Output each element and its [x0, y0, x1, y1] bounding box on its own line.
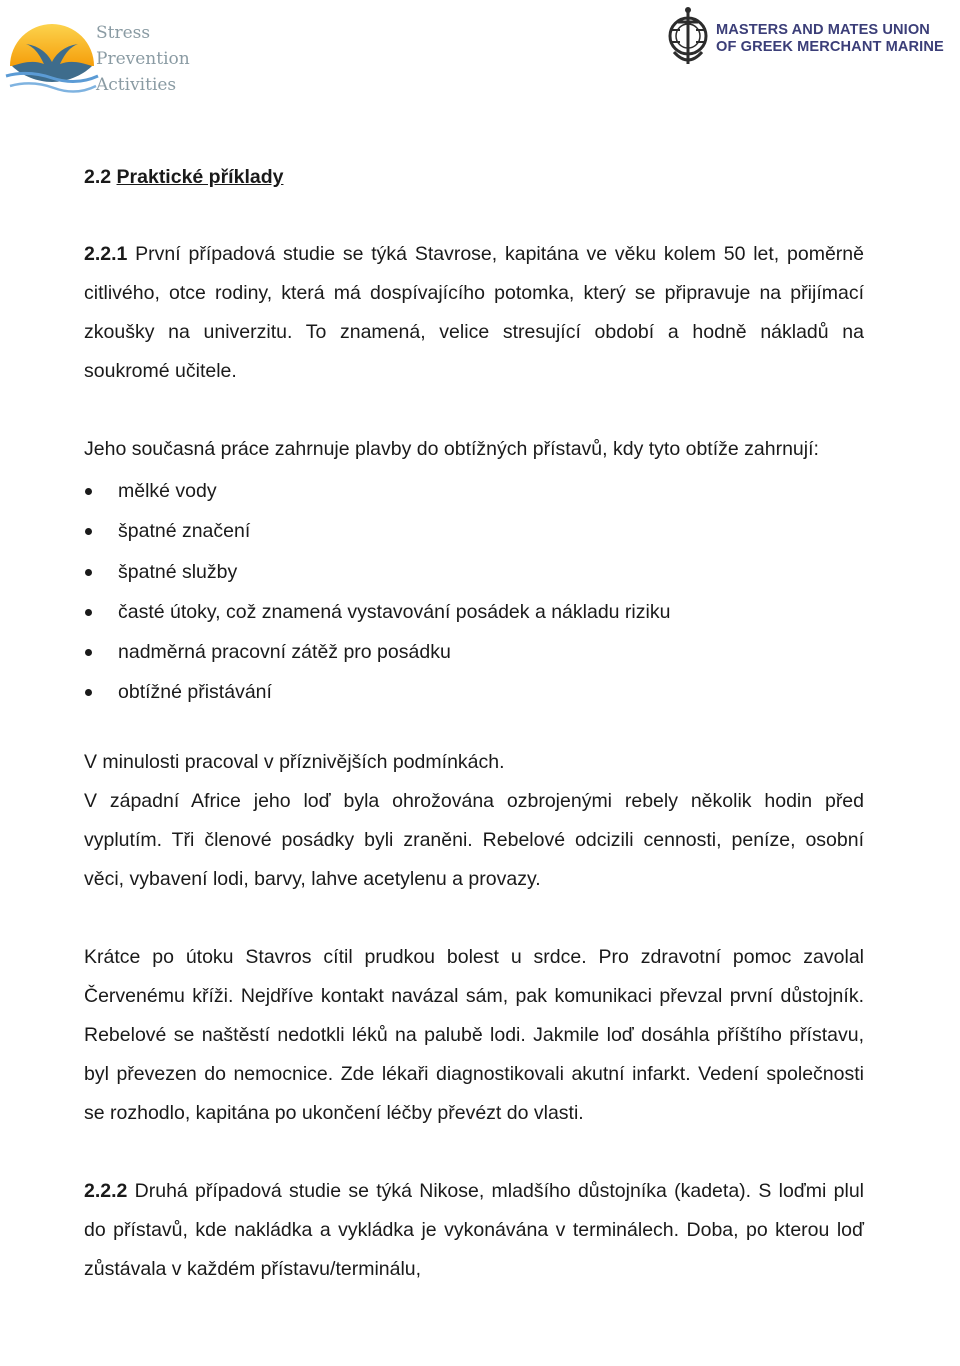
list-item: mělké vody	[84, 471, 864, 511]
section-number: 2.2	[84, 166, 112, 188]
list-item: špatné služby	[84, 552, 864, 592]
union-logo-text	[716, 22, 944, 56]
logo-text-line1: Stress	[96, 23, 151, 43]
logo-text-line3: Activities	[96, 75, 177, 95]
case2-intro-text: Druhá případová studie se týká Nikose, mladšího důstojníka (kadeta). S loďmi plul do přístavů, kde nakládka a vykládka je vykonávána v terminálech. Doba, po kterou loď zůstávala v každém přístavu/terminálu,	[84, 1179, 864, 1280]
list-item: nadměrná pracovní zátěž pro posádku	[84, 632, 864, 672]
case1-past-conditions: V minulosti pracoval v příznivějších podmínkách.	[84, 750, 505, 773]
difficulties-list	[84, 471, 864, 713]
case1-intro-text: První případová studie se týká Stavrose, kapitána ve věku kolem 50 let, poměrně citlivého, otce rodiny, která má dospívajícího potomka, který se připravuje na přijímací zkoušky na univerzitu. To znamená, velice stresující období a hodně nákladů na soukromé učitele.	[84, 243, 864, 382]
document-body	[84, 158, 864, 1289]
case1-intro-paragraph	[84, 235, 864, 391]
section-title: Praktické příklady	[116, 166, 284, 188]
logo-text-line2: Prevention	[96, 49, 190, 69]
case2-intro-paragraph	[84, 1172, 864, 1289]
list-item: časté útoky, což znamená vystavování posádek a nákladu riziku	[84, 592, 864, 632]
whale-tail-sunset-icon	[4, 6, 100, 98]
section-heading	[84, 158, 864, 197]
case2-number: 2.2.2	[84, 1179, 128, 1202]
case1-aftermath-paragraph: Krátce po útoku Stavros cítil prudkou bolest u srdce. Pro zdravotní pomoc zavolal Červenému kříži. Nejdříve kontakt navázal sám, pak komunikaci převzal první důstojník. Rebelové se naštěstí nedotkli léků na palubě lodi. Jakmile loď dosáhla příštího přístavu, byl převezen do nemocnice. Zde lékaři diagnostikovali akutní infarkt. Vedení společnosti se rozhodlo, kapitána po ukončení léčby převézt do vlasti.	[84, 945, 864, 1124]
case1-number: 2.2.1	[84, 243, 128, 265]
case1-work-intro: Jeho současná práce zahrnuje plavby do obtížných přístavů, kdy tyto obtíže zahrnují:	[84, 438, 819, 460]
union-logo-line2: OF GREEK MERCHANT MARINE	[716, 39, 944, 55]
masters-mates-union-logo	[666, 6, 956, 72]
union-logo-line1: MASTERS AND MATES UNION	[716, 22, 930, 38]
list-item: špatné značení	[84, 511, 864, 551]
stress-prevention-logo-text	[96, 20, 190, 98]
stress-prevention-logo	[4, 6, 194, 98]
page-header	[0, 0, 960, 110]
anchor-emblem-icon	[666, 6, 710, 70]
case1-incident-paragraph: V západní Africe jeho loď byla ohrožována ozbrojenými rebely několik hodin před vyplutím. Tři členové posádky byli zraněni. Rebelové odcizili cennosti, peníze, osobní věci, vybavení lodi, barvy, lahve acetylenu a provazy.	[84, 789, 864, 890]
list-item: obtížné přistávání	[84, 672, 864, 712]
